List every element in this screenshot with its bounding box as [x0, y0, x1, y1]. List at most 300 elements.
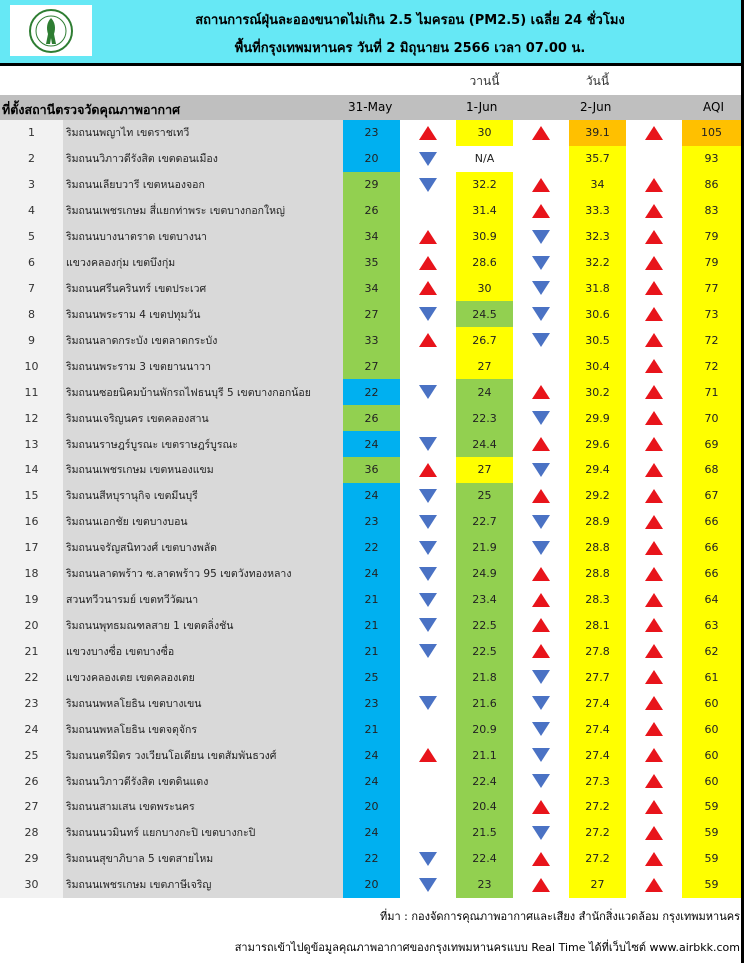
row-number: 3 [0, 172, 63, 198]
down-arrow-icon [532, 333, 550, 347]
trend-cell [400, 146, 456, 172]
down-arrow-icon [532, 826, 550, 840]
trend-cell [626, 794, 682, 820]
station-name: ริมถนนพุทธมณฑลสาย 1 เขตตลิ่งชัน [63, 613, 343, 639]
table-row [0, 690, 741, 716]
table-row [0, 716, 741, 742]
table-row [0, 327, 741, 353]
aqi-value: 66 [682, 535, 741, 561]
down-arrow-icon [532, 515, 550, 529]
station-name: ริมถนนพญาไท เขตราชเทวี [63, 120, 343, 146]
pm25-jun1: 20.9 [456, 716, 513, 742]
table-row [0, 379, 741, 405]
down-arrow-icon [532, 281, 550, 295]
trend-cell [400, 379, 456, 405]
trend-cell [626, 120, 682, 146]
station-column-header: ที่ตั้งสถานีตรวจวัดคุณภาพอากาศ [2, 102, 181, 117]
up-arrow-icon [645, 256, 663, 270]
trend-cell [400, 664, 456, 690]
station-name: ริมถนนพระราม 4 เขตปทุมวัน [63, 301, 343, 327]
source-note: ที่มา : กองจัดการคุณภาพอากาศและเสียง สำนักสิ่งแวดล้อม กรุงเทพมหานคร [379, 910, 740, 923]
row-number: 4 [0, 198, 63, 224]
trend-cell [400, 846, 456, 872]
row-number: 12 [0, 405, 63, 431]
aqi-value: 93 [682, 146, 741, 172]
trend-cell [400, 872, 456, 898]
station-name: ริมถนนพระราม 3 เขตยานนาวา [63, 353, 343, 379]
up-arrow-icon [532, 644, 550, 658]
pm25-jun1: 26.7 [456, 327, 513, 353]
row-number: 2 [0, 146, 63, 172]
trend-cell [513, 664, 569, 690]
pm25-jun2: 35.7 [569, 146, 626, 172]
pm25-may31: 35 [343, 250, 400, 276]
pm25-may31: 25 [343, 664, 400, 690]
pm25-may31: 20 [343, 794, 400, 820]
pm25-may31: 24 [343, 768, 400, 794]
table-row [0, 535, 741, 561]
row-number: 9 [0, 327, 63, 353]
row-number: 26 [0, 768, 63, 794]
down-arrow-icon [532, 463, 550, 477]
row-number: 16 [0, 509, 63, 535]
trend-cell [513, 301, 569, 327]
realtime-note: สามารถเข้าไปดูข้อมูลคุณภาพอากาศของกรุงเทพมหานครแบบ Real Time ได้ที่เว็บไซต์ www.airbkk.com [234, 941, 740, 954]
trend-cell [400, 405, 456, 431]
table-row [0, 509, 741, 535]
pm25-may31: 33 [343, 327, 400, 353]
row-number: 30 [0, 872, 63, 898]
trend-cell [400, 690, 456, 716]
aqi-value: 64 [682, 587, 741, 613]
row-number: 29 [0, 846, 63, 872]
aqi-value: 61 [682, 664, 741, 690]
table-row [0, 846, 741, 872]
down-arrow-icon [419, 618, 437, 632]
station-name: แขวงคลองกุ่ม เขตบึงกุ่ม [63, 250, 343, 276]
aqi-value: 72 [682, 353, 741, 379]
pm25-jun2: 30.4 [569, 353, 626, 379]
up-arrow-icon [532, 178, 550, 192]
up-arrow-icon [419, 126, 437, 140]
station-name: ริมถนนเจริญนคร เขตคลองสาน [63, 405, 343, 431]
up-arrow-icon [645, 541, 663, 555]
pm25-jun1: 30.9 [456, 224, 513, 250]
pm25-jun2: 29.9 [569, 405, 626, 431]
row-number: 19 [0, 587, 63, 613]
station-name: สวนทวีวนารมย์ เขตทวีวัฒนา [63, 587, 343, 613]
pm25-may31: 26 [343, 198, 400, 224]
down-arrow-icon [532, 696, 550, 710]
trend-cell [626, 172, 682, 198]
row-number: 24 [0, 716, 63, 742]
down-arrow-icon [419, 696, 437, 710]
down-arrow-icon [532, 541, 550, 555]
up-arrow-icon [645, 333, 663, 347]
pm25-jun1: 24.5 [456, 301, 513, 327]
up-arrow-icon [532, 852, 550, 866]
trend-cell [400, 483, 456, 509]
pm25-may31: 34 [343, 224, 400, 250]
pm25-jun1: 23 [456, 872, 513, 898]
down-arrow-icon [419, 178, 437, 192]
up-arrow-icon [645, 878, 663, 892]
row-number: 5 [0, 224, 63, 250]
up-arrow-icon [645, 281, 663, 295]
station-name: ริมถนนลาดพร้าว ซ.ลาดพร้าว 95 เขตวังทองหลาง [63, 561, 343, 587]
pm25-may31: 23 [343, 120, 400, 146]
up-arrow-icon [419, 281, 437, 295]
trend-cell [513, 353, 569, 379]
trend-cell [513, 820, 569, 846]
pm25-jun2: 30.6 [569, 301, 626, 327]
pm25-jun1: 21.1 [456, 742, 513, 768]
station-name: ริมถนนศรีนครินทร์ เขตประเวศ [63, 276, 343, 302]
pm25-may31: 29 [343, 172, 400, 198]
trend-cell [400, 509, 456, 535]
aqi-value: 105 [682, 120, 741, 146]
row-number: 22 [0, 664, 63, 690]
up-arrow-icon [419, 333, 437, 347]
trend-cell [400, 327, 456, 353]
up-arrow-icon [645, 515, 663, 529]
station-name: ริมถนนเพชรเกษม สี่แยกท่าพระ เขตบางกอกใหญ่ [63, 198, 343, 224]
aqi-value: 72 [682, 327, 741, 353]
pm25-may31: 22 [343, 379, 400, 405]
trend-cell [400, 172, 456, 198]
down-arrow-icon [419, 852, 437, 866]
trend-cell [400, 457, 456, 483]
trend-cell [626, 742, 682, 768]
table-row [0, 794, 741, 820]
trend-cell [626, 690, 682, 716]
table-row [0, 172, 741, 198]
pm25-may31: 23 [343, 690, 400, 716]
trend-cell [513, 716, 569, 742]
trend-cell [513, 768, 569, 794]
trend-cell [626, 327, 682, 353]
pm25-jun1: 23.4 [456, 587, 513, 613]
up-arrow-icon [645, 670, 663, 684]
trend-cell [513, 120, 569, 146]
pm25-may31: 23 [343, 509, 400, 535]
up-arrow-icon [645, 774, 663, 788]
trend-cell [400, 587, 456, 613]
up-arrow-icon [532, 618, 550, 632]
up-arrow-icon [419, 748, 437, 762]
trend-cell [513, 276, 569, 302]
pm25-may31: 24 [343, 483, 400, 509]
report-subtitle: พื้นที่กรุงเทพมหานคร วันที่ 2 มิถุนายน 2566 เวลา 07.00 น. [234, 41, 586, 56]
trend-cell [626, 587, 682, 613]
up-arrow-icon [645, 696, 663, 710]
aqi-value: 62 [682, 638, 741, 664]
report-title: สถานการณ์ฝุ่นละอองขนาดไม่เกิน 2.5 ไมครอน (PM2.5) เฉลี่ย 24 ชั่วโมง [195, 13, 625, 28]
pm25-may31: 26 [343, 405, 400, 431]
up-arrow-icon [645, 644, 663, 658]
trend-cell [400, 742, 456, 768]
trend-cell [400, 353, 456, 379]
pm25-jun1: 21.6 [456, 690, 513, 716]
station-name: ริมถนนเลียบวารี เขตหนองจอก [63, 172, 343, 198]
row-number: 18 [0, 561, 63, 587]
trend-cell [626, 613, 682, 639]
down-arrow-icon [419, 307, 437, 321]
station-name: ริมถนนเพชรเกษม เขตภาษีเจริญ [63, 872, 343, 898]
pm25-jun1: 20.4 [456, 794, 513, 820]
row-number: 27 [0, 794, 63, 820]
trend-cell [513, 535, 569, 561]
up-arrow-icon [645, 359, 663, 373]
down-arrow-icon [419, 489, 437, 503]
up-arrow-icon [645, 800, 663, 814]
pm25-jun1: 22.5 [456, 613, 513, 639]
trend-cell [626, 483, 682, 509]
pm25-may31: 21 [343, 638, 400, 664]
table-row [0, 587, 741, 613]
trend-cell [626, 820, 682, 846]
up-arrow-icon [532, 593, 550, 607]
up-arrow-icon [645, 437, 663, 451]
pm25-jun1: 32.2 [456, 172, 513, 198]
up-arrow-icon [532, 567, 550, 581]
trend-cell [513, 613, 569, 639]
station-name: ริมถนนราษฎร์บูรณะ เขตราษฎร์บูรณะ [63, 431, 343, 457]
aqi-value: 59 [682, 820, 741, 846]
up-arrow-icon [645, 126, 663, 140]
aqi-value: 60 [682, 690, 741, 716]
table-row [0, 872, 741, 898]
pm25-jun2: 29.6 [569, 431, 626, 457]
up-arrow-icon [645, 593, 663, 607]
trend-cell [513, 250, 569, 276]
row-number: 11 [0, 379, 63, 405]
up-arrow-icon [645, 852, 663, 866]
station-name: ริมถนนวิภาวดีรังสิต เขตดอนเมือง [63, 146, 343, 172]
pm25-jun2: 27.4 [569, 716, 626, 742]
table-row [0, 431, 741, 457]
station-name: ริมถนนตรีมิตร วงเวียนโอเดียน เขตสัมพันธวงศ์ [63, 742, 343, 768]
aqi-value: 59 [682, 794, 741, 820]
pm25-jun1: 24 [456, 379, 513, 405]
seal-icon [28, 8, 74, 54]
table-row [0, 742, 741, 768]
pm25-jun1: 21.5 [456, 820, 513, 846]
down-arrow-icon [532, 774, 550, 788]
up-arrow-icon [645, 618, 663, 632]
aqi-value: 69 [682, 431, 741, 457]
station-name: ริมถนนสามเสน เขตพระนคร [63, 794, 343, 820]
station-name: ริมถนนพหลโยธิน เขตบางเขน [63, 690, 343, 716]
row-number: 8 [0, 301, 63, 327]
up-arrow-icon [645, 385, 663, 399]
down-arrow-icon [532, 256, 550, 270]
trend-cell [400, 120, 456, 146]
pm25-may31: 20 [343, 872, 400, 898]
table-row [0, 613, 741, 639]
aqi-value: 77 [682, 276, 741, 302]
pm25-jun2: 28.9 [569, 509, 626, 535]
station-name: ริมถนนนวมินทร์ แยกบางกะปิ เขตบางกะปิ [63, 820, 343, 846]
row-number: 28 [0, 820, 63, 846]
trend-cell [626, 457, 682, 483]
down-arrow-icon [419, 878, 437, 892]
trend-cell [626, 198, 682, 224]
down-arrow-icon [419, 567, 437, 581]
trend-cell [513, 198, 569, 224]
trend-cell [400, 224, 456, 250]
station-name: ริมถนนวิภาวดีรังสิต เขตดินแดง [63, 768, 343, 794]
trend-cell [513, 146, 569, 172]
pm25-jun2: 27.7 [569, 664, 626, 690]
pm25-jun2: 34 [569, 172, 626, 198]
pm25-may31: 27 [343, 301, 400, 327]
aqi-value: 66 [682, 509, 741, 535]
aqi-value: 79 [682, 250, 741, 276]
trend-cell [400, 431, 456, 457]
table-row [0, 250, 741, 276]
trend-cell [513, 742, 569, 768]
pm25-jun2: 28.1 [569, 613, 626, 639]
bangkok-seal-logo [10, 5, 92, 56]
row-number: 6 [0, 250, 63, 276]
row-number: 1 [0, 120, 63, 146]
aqi-value: 59 [682, 846, 741, 872]
column-header-row [0, 95, 741, 120]
aqi-value: 71 [682, 379, 741, 405]
aqi-value: 60 [682, 768, 741, 794]
trend-cell [400, 716, 456, 742]
table-row [0, 768, 741, 794]
down-arrow-icon [532, 722, 550, 736]
trend-cell [626, 353, 682, 379]
pm25-may31: 24 [343, 742, 400, 768]
up-arrow-icon [532, 800, 550, 814]
pm25-jun2: 32.2 [569, 250, 626, 276]
down-arrow-icon [419, 437, 437, 451]
aqi-value: 67 [682, 483, 741, 509]
station-name: ริมถนนจรัญสนิทวงศ์ เขตบางพลัด [63, 535, 343, 561]
trend-cell [626, 638, 682, 664]
trend-cell [400, 820, 456, 846]
row-number: 10 [0, 353, 63, 379]
trend-cell [513, 224, 569, 250]
row-number: 23 [0, 690, 63, 716]
table-row [0, 561, 741, 587]
table-row [0, 146, 741, 172]
pm25-jun2: 27.2 [569, 846, 626, 872]
pm25-may31: 20 [343, 146, 400, 172]
aqi-value: 73 [682, 301, 741, 327]
down-arrow-icon [532, 748, 550, 762]
trend-cell [626, 431, 682, 457]
pm25-jun2: 29.2 [569, 483, 626, 509]
table-row [0, 198, 741, 224]
trend-cell [626, 664, 682, 690]
trend-cell [513, 483, 569, 509]
down-arrow-icon [532, 307, 550, 321]
pm25-jun2: 39.1 [569, 120, 626, 146]
trend-cell [626, 509, 682, 535]
pm25-jun2: 27.2 [569, 794, 626, 820]
table-row [0, 664, 741, 690]
row-number: 15 [0, 483, 63, 509]
trend-cell [400, 301, 456, 327]
pm25-may31: 34 [343, 276, 400, 302]
table-row [0, 120, 741, 146]
pm25-jun2: 27.4 [569, 742, 626, 768]
up-arrow-icon [645, 748, 663, 762]
station-name: ริมถนนบางนาตราด เขตบางนา [63, 224, 343, 250]
aqi-value: 66 [682, 561, 741, 587]
trend-cell [513, 431, 569, 457]
pm25-may31: 21 [343, 716, 400, 742]
jun2-column-header: 2-Jun [580, 100, 612, 114]
trend-cell [400, 250, 456, 276]
pm25-jun2: 32.3 [569, 224, 626, 250]
pm25-may31: 24 [343, 820, 400, 846]
up-arrow-icon [419, 463, 437, 477]
up-arrow-icon [532, 878, 550, 892]
aqi-value: 83 [682, 198, 741, 224]
pm25-jun1: 30 [456, 120, 513, 146]
trend-cell [400, 535, 456, 561]
pm25-may31: 21 [343, 613, 400, 639]
pm25-jun1: 30 [456, 276, 513, 302]
up-arrow-icon [532, 437, 550, 451]
down-arrow-icon [532, 230, 550, 244]
table-row [0, 224, 741, 250]
pm25-may31: 22 [343, 846, 400, 872]
table-row [0, 820, 741, 846]
pm25-jun2: 33.3 [569, 198, 626, 224]
up-arrow-icon [645, 489, 663, 503]
pm25-jun1: 24.4 [456, 431, 513, 457]
trend-cell [626, 561, 682, 587]
trend-cell [626, 250, 682, 276]
pm25-may31: 21 [343, 587, 400, 613]
pm25-jun1: N/A [474, 152, 495, 166]
down-arrow-icon [419, 541, 437, 555]
pm25-jun1: 27 [456, 457, 513, 483]
trend-cell [513, 327, 569, 353]
trend-cell [513, 561, 569, 587]
table-row [0, 353, 741, 379]
pm25-jun2: 28.8 [569, 535, 626, 561]
trend-cell [626, 224, 682, 250]
aqi-value: 60 [682, 742, 741, 768]
trend-cell [513, 172, 569, 198]
row-number: 20 [0, 613, 63, 639]
pm25-jun2: 27.4 [569, 690, 626, 716]
aqi-value: 60 [682, 716, 741, 742]
trend-cell [400, 613, 456, 639]
up-arrow-icon [645, 567, 663, 581]
trend-cell [513, 587, 569, 613]
jun1-column-header: 1-Jun [466, 100, 498, 114]
trend-cell [513, 457, 569, 483]
down-arrow-icon [532, 411, 550, 425]
pm25-jun2: 31.8 [569, 276, 626, 302]
pm25-jun1: 21.8 [456, 664, 513, 690]
row-number: 25 [0, 742, 63, 768]
up-arrow-icon [532, 489, 550, 503]
up-arrow-icon [532, 126, 550, 140]
trend-cell [626, 405, 682, 431]
trend-cell [513, 405, 569, 431]
trend-cell [400, 561, 456, 587]
trend-cell [513, 846, 569, 872]
